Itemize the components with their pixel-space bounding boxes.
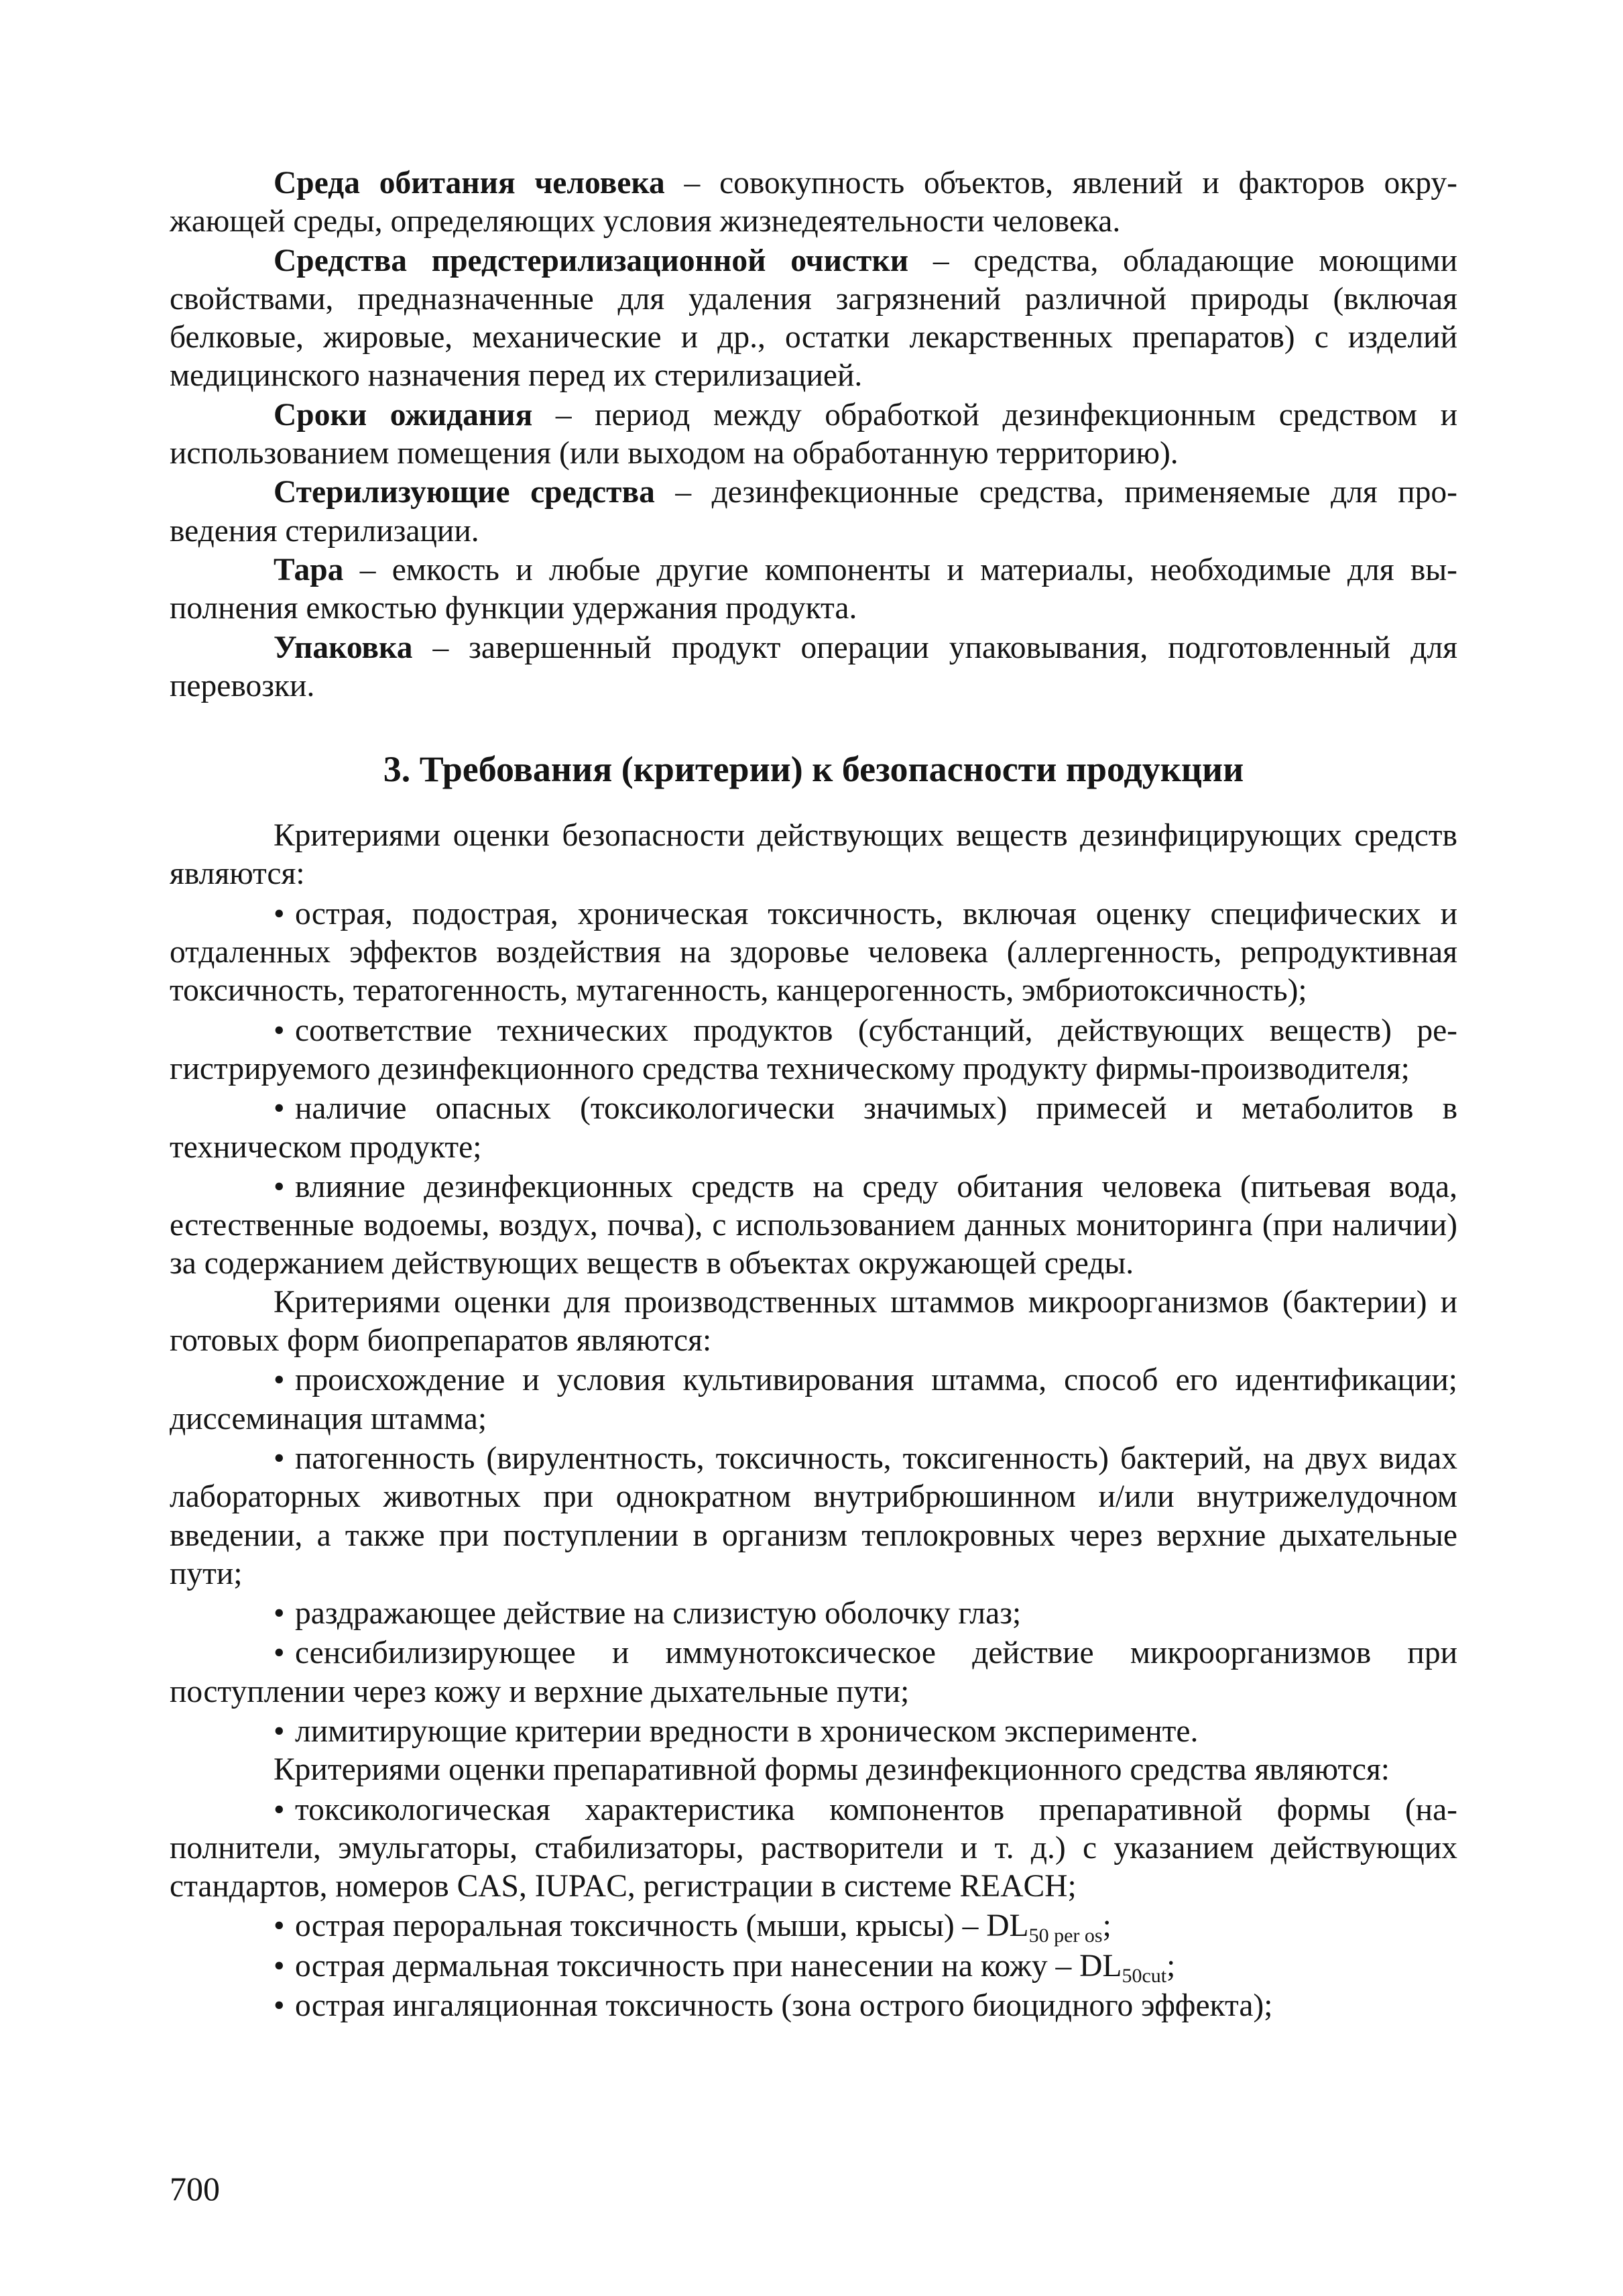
bullet-item <box>170 1634 1457 1711</box>
bullet-text-end: ; <box>1166 1948 1176 1984</box>
definition-term: Среда обитания человека <box>274 166 665 200</box>
bullet-text: раздражающее действие на слизистую оболочку глаз; <box>295 1596 1022 1631</box>
bullet-item <box>170 1361 1457 1438</box>
definition-term: Стерилизующие средства <box>274 475 655 510</box>
subscript: 50 per os <box>1028 1925 1103 1947</box>
definition-text: – дезинфекционные средства, применяемые для проведения стерилизации. <box>170 475 1457 549</box>
definition-text: – средства, обладающие моющими свойствами, предназначенные для удаления загрязнений различной природы (включая белковые, жировые, механические и др., остатки лекарственных препаратов) с изделий медицинского назначения перед их стерилизацией. <box>170 243 1457 394</box>
document-page <box>170 0 1457 2296</box>
bullet-text: острая дермальная токсичность при нанесении на кожу – DL <box>295 1948 1122 1984</box>
bullet-text: острая пероральная токсичность (мыши, крысы) – DL <box>295 1908 1029 1944</box>
bullet-text-end: ; <box>1102 1908 1111 1944</box>
bullet-text: лимитирующие критерии вредности в хроническом эксперименте. <box>295 1713 1199 1749</box>
bullet-item <box>170 1595 1457 1633</box>
bullet-item <box>170 895 1457 1011</box>
definition-text: – период между обработкой дезинфекционным средством и использованием помещения (или выходом на обработанную территорию). <box>170 397 1458 471</box>
bullet-text: влияние дезинфекционных средств на среду обитания человека (питьевая вода, естественные водоемы, воздух, почва), с использованием данных мониторинга (при наличии) за содержанием действующих веществ в объектах окружающей среды. <box>170 1169 1457 1281</box>
bullet-icon: • <box>274 1169 285 1204</box>
bullet-icon: • <box>274 1596 285 1631</box>
bullet-item <box>170 1791 1457 1906</box>
definition-text: – совокупность объектов, явлений и факторов окружающей среды, определяющих условия жизнедеятельности человека. <box>170 166 1457 239</box>
definition-paragraph <box>170 473 1457 551</box>
bullet-icon: • <box>274 1635 285 1671</box>
definition-text: – емкость и любые другие компоненты и материалы, необходимые для выполнения емкостью функции удержания продукта. <box>170 552 1457 626</box>
section-heading: 3. Требования (критерии) к безопасности продукции <box>383 749 1244 790</box>
bullet-text: токсикологическая характеристика компонентов препаративной формы (наполнители, эмульгаторы, стабилизаторы, растворители и т. д.) с указанием действующих стандартов, номеров CAS, IUPAC, регистрации в системе REACH; <box>170 1792 1457 1904</box>
definition-term: Тара <box>274 552 344 587</box>
bullet-icon: • <box>274 1363 285 1398</box>
definition-term: Средства предстерилизационной очистки <box>274 243 909 278</box>
subscript: 50cut <box>1122 1964 1167 1987</box>
page-number: 700 <box>170 2170 220 2207</box>
bullet-text: острая, подострая, хроническая токсичность, включая оценку специфических и отдаленных эффектов воздействия на здоровье человека (аллергенность, репродуктивная токсичность, тератогенность, мутагенность, канцерогенность, эмбриотоксичность); <box>170 896 1457 1009</box>
bullet-text: наличие опасных (токсикологически значимых) примесей и метаболитов в техническом продукте; <box>170 1091 1457 1165</box>
bullet-item <box>170 1090 1457 1167</box>
bullet-icon: • <box>274 1988 285 2024</box>
definition-paragraph <box>170 396 1457 473</box>
definition-term: Сроки ожидания <box>274 397 533 433</box>
bullet-text: сенсибилизирующее и иммунотоксическое действие микроорганизмов при поступлении через кожу и верхние дыхательные пути; <box>170 1635 1457 1709</box>
bullet-text: происхождение и условия культивирования штамма, способ его идентификации; диссеминация штамма; <box>170 1363 1457 1436</box>
bullet-icon: • <box>274 1908 285 1944</box>
bullet-icon: • <box>274 1792 285 1827</box>
page-content <box>170 164 1457 2025</box>
bullet-icon: • <box>274 1713 285 1749</box>
definition-paragraph <box>170 629 1457 706</box>
bullet-text: острая ингаляционная токсичность (зона острого биоцидного эффекта); <box>295 1988 1273 2024</box>
bullet-item <box>170 1987 1457 2025</box>
bullet-text: патогенность (вирулентность, токсичность, токсигенность) бактерий, на двух видах лабораторных животных при однократном внутрибрюшинном и/или внутрижелудочном введении, а также при поступлении в организм теплокровных через верхние дыхательные пути; <box>170 1440 1457 1591</box>
bullet-item <box>170 1440 1457 1593</box>
definition-paragraph <box>170 551 1457 628</box>
bullet-icon: • <box>274 1948 285 1984</box>
bullet-icon: • <box>274 1013 285 1048</box>
bullet-item <box>170 1907 1457 1945</box>
bullet-item <box>170 1168 1457 1283</box>
definition-text: – завершенный продукт операции упаковывания, подготовленный для перевозки. <box>170 630 1457 703</box>
bullet-item <box>170 1012 1457 1089</box>
bullet-text: соответствие технических продуктов (субстанций, действующих веществ) регистрируемого дезинфекционного средства техническому продукту фирмы-производителя; <box>170 1013 1457 1086</box>
bullet-item <box>170 1947 1457 1986</box>
criteria-intro: Критериями оценки препаративной формы дезинфекционного средства являются: <box>274 1752 1390 1788</box>
definition-term: Упаковка <box>274 630 413 665</box>
criteria-intro: Критериями оценки безопасности действующих веществ дезинфицирующих средств являются: <box>170 818 1457 892</box>
definition-paragraph <box>170 164 1457 241</box>
bullet-icon: • <box>274 1091 285 1127</box>
bullet-icon: • <box>274 1440 285 1476</box>
bullet-icon: • <box>274 896 285 931</box>
bullet-item <box>170 1713 1457 1751</box>
definition-paragraph <box>170 242 1457 396</box>
criteria-intro: Критериями оценки для производственных штаммов микроорганизмов (бактерии) и готовых форм биопрепаратов являются: <box>170 1284 1457 1359</box>
